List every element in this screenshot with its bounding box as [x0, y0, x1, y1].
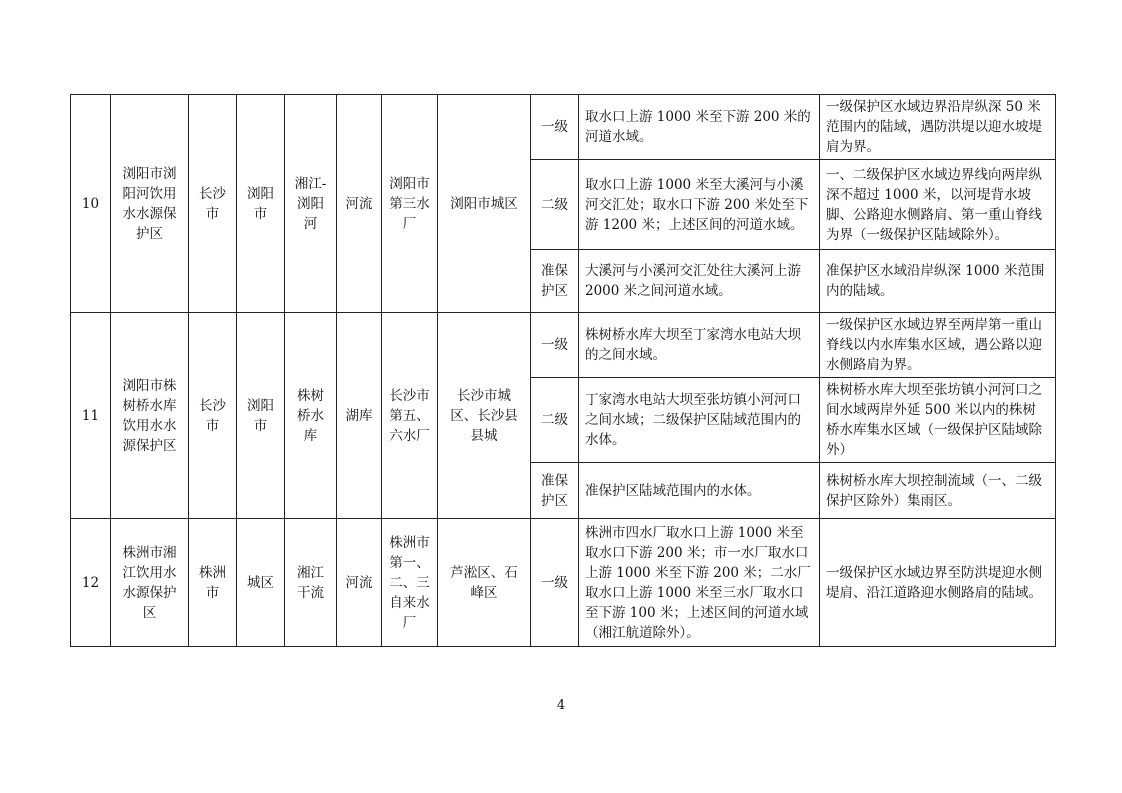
row-number: 10 [71, 95, 111, 313]
land-area-range: 准保护区水域沿岸纵深 1000 米范围内的陆域。 [820, 250, 1056, 313]
supply-area: 浏阳市城区 [438, 95, 531, 313]
land-area-range: 株树桥水库大坝控制流域（一、二级保护区除外）集雨区。 [820, 463, 1056, 519]
water-body: 株树桥水库 [285, 313, 337, 519]
water-plant: 株洲市第一、二、三自来水厂 [382, 519, 438, 647]
city: 长沙市 [189, 313, 237, 519]
table-row [71, 519, 1056, 647]
supply-area: 芦淞区、石峰区 [438, 519, 531, 647]
protection-level: 二级 [531, 160, 579, 250]
land-area-range: 一、二级保护区水域边界线向两岸纵深不超过 1000 米，以河堤背水坡脚、公路迎水侧路肩、第一重山脊线为界（一级保护区陆域除外）。 [820, 160, 1056, 250]
water-area-range: 株洲市四水厂取水口上游 1000 米至取水口下游 200 米；市一水厂取水口上游 1000 米至下游 200 米；二水厂取水口上游 1000 米至三水厂取水口至下游 100 米；上述区间的河道水域（湘江航道除外）。 [579, 519, 820, 647]
land-area-range: 一级保护区水域边界至两岸第一重山脊线以内水库集水区域，遇公路以迎水侧路肩为界。 [820, 313, 1056, 378]
water-area-range: 丁家湾水电站大坝至张坊镇小河河口之间水域；二级保护区陆域范围内的水体。 [579, 378, 820, 463]
page-number: 4 [556, 698, 566, 713]
protection-zone-table [70, 94, 1056, 647]
water-body: 湘江-浏阳河 [285, 95, 337, 313]
row-number: 11 [71, 313, 111, 519]
table-row [71, 95, 1056, 160]
water-area-range: 取水口上游 1000 米至大溪河与小溪河交汇处；取水口下游 200 米处至下游 1200 米；上述区间的河道水域。 [579, 160, 820, 250]
row-number: 12 [71, 519, 111, 647]
water-area-range: 大溪河与小溪河交汇处往大溪河上游 2000 米之间河道水域。 [579, 250, 820, 313]
water-area-range: 取水口上游 1000 米至下游 200 米的河道水域。 [579, 95, 820, 160]
county: 浏阳市 [237, 313, 285, 519]
protection-level: 一级 [531, 519, 579, 647]
land-area-range: 株树桥水库大坝至张坊镇小河河口之间水域两岸外延 500 米以内的株树桥水库集水区域（一级保护区陆域除外） [820, 378, 1056, 463]
protection-level: 准保护区 [531, 250, 579, 313]
land-area-range: 一级保护区水域边界沿岸纵深 50 米范围内的陆域，遇防洪堤以迎水坡堤肩为界。 [820, 95, 1056, 160]
zone-name: 株洲市湘江饮用水水源保护区 [111, 519, 189, 647]
city: 株洲市 [189, 519, 237, 647]
protection-level: 准保护区 [531, 463, 579, 519]
supply-area: 长沙市城区、长沙县县城 [438, 313, 531, 519]
water-body-type: 河流 [337, 519, 382, 647]
water-area-range: 准保护区陆域范围内的水体。 [579, 463, 820, 519]
zone-name: 浏阳市株树桥水库饮用水水源保护区 [111, 313, 189, 519]
table-row [71, 313, 1056, 378]
water-body: 湘江干流 [285, 519, 337, 647]
water-body-type: 湖库 [337, 313, 382, 519]
city: 长沙市 [189, 95, 237, 313]
zone-name: 浏阳市浏阳河饮用水水源保护区 [111, 95, 189, 313]
water-area-range: 株树桥水库大坝至丁家湾水电站大坝的之间水域。 [579, 313, 820, 378]
water-plant: 浏阳市第三水厂 [382, 95, 438, 313]
protection-level: 一级 [531, 313, 579, 378]
land-area-range: 一级保护区水域边界至防洪堤迎水侧堤肩、沿江道路迎水侧路肩的陆域。 [820, 519, 1056, 647]
county: 城区 [237, 519, 285, 647]
county: 浏阳市 [237, 95, 285, 313]
water-plant: 长沙市第五、六水厂 [382, 313, 438, 519]
protection-level: 一级 [531, 95, 579, 160]
protection-level: 二级 [531, 378, 579, 463]
water-body-type: 河流 [337, 95, 382, 313]
